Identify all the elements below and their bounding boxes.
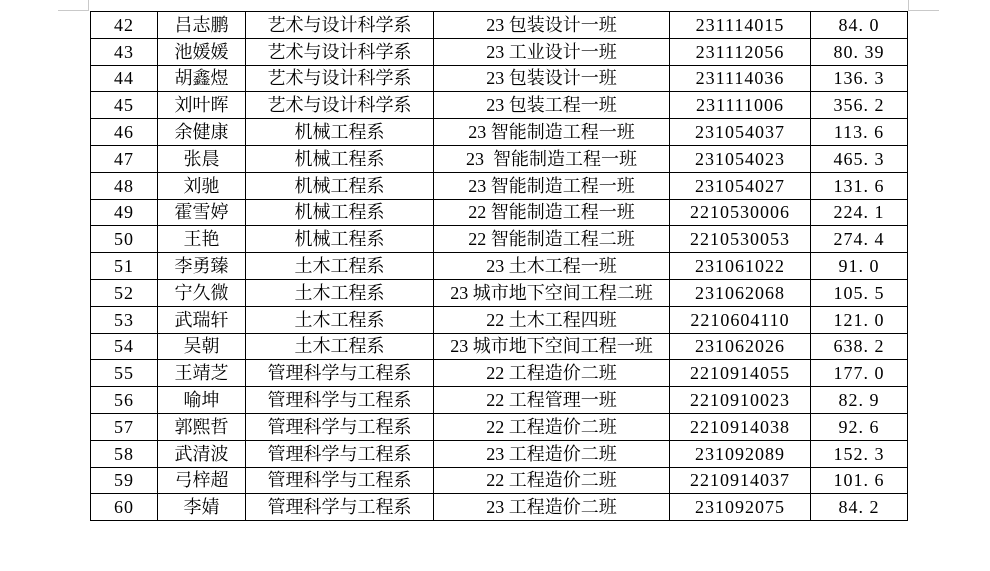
table-row (91, 38, 908, 65)
cell-score: 92. 6 (811, 413, 908, 440)
cell-department: 管理科学与工程系 (246, 467, 434, 494)
table-row (91, 279, 908, 306)
cell-class: 23 包装工程一班 (434, 92, 670, 119)
student-score-table (90, 11, 908, 521)
cell-department: 机械工程系 (246, 145, 434, 172)
cell-score: 101. 6 (811, 467, 908, 494)
table-row (91, 199, 908, 226)
cell-student-id: 231062068 (670, 279, 811, 306)
table-row (91, 494, 908, 521)
cell-class: 22 工程管理一班 (434, 387, 670, 414)
cell-student-id: 231111006 (670, 92, 811, 119)
cell-score: 82. 9 (811, 387, 908, 414)
cell-score: 224. 1 (811, 199, 908, 226)
table-body (91, 12, 908, 521)
cell-student-name: 池媛媛 (158, 38, 246, 65)
cell-student-id: 2210530053 (670, 226, 811, 253)
cell-student-name: 武瑞轩 (158, 306, 246, 333)
cell-class: 23 城市地下空间工程一班 (434, 333, 670, 360)
cell-row-number: 47 (91, 145, 158, 172)
cell-student-name: 喻坤 (158, 387, 246, 414)
table-row (91, 92, 908, 119)
cell-department: 机械工程系 (246, 226, 434, 253)
cell-class: 23 土木工程一班 (434, 253, 670, 280)
cell-row-number: 56 (91, 387, 158, 414)
table-row (91, 145, 908, 172)
cell-student-name: 武清波 (158, 440, 246, 467)
cell-student-id: 231054027 (670, 172, 811, 199)
cell-row-number: 55 (91, 360, 158, 387)
cell-department: 机械工程系 (246, 172, 434, 199)
cell-department: 机械工程系 (246, 119, 434, 146)
cell-score: 113. 6 (811, 119, 908, 146)
cell-department: 土木工程系 (246, 306, 434, 333)
cell-class: 23 工业设计一班 (434, 38, 670, 65)
cell-student-id: 231054037 (670, 119, 811, 146)
cell-score: 152. 3 (811, 440, 908, 467)
cell-student-id: 231112056 (670, 38, 811, 65)
cell-row-number: 58 (91, 440, 158, 467)
cell-row-number: 51 (91, 253, 158, 280)
cell-department: 艺术与设计科学系 (246, 65, 434, 92)
table-row (91, 306, 908, 333)
table-row (91, 440, 908, 467)
cell-student-name: 吕志鹏 (158, 12, 246, 39)
table-row (91, 119, 908, 146)
text-boundary-mark-top-left-horizontal (58, 10, 89, 11)
cell-score: 131. 6 (811, 172, 908, 199)
cell-department: 艺术与设计科学系 (246, 38, 434, 65)
table-row (91, 333, 908, 360)
cell-department: 土木工程系 (246, 253, 434, 280)
table-row (91, 172, 908, 199)
cell-class: 23 包装设计一班 (434, 12, 670, 39)
table-row (91, 12, 908, 39)
cell-class: 23 智能制造工程一班 (434, 119, 670, 146)
cell-student-id: 231054023 (670, 145, 811, 172)
table-row (91, 387, 908, 414)
cell-student-name: 胡鑫煜 (158, 65, 246, 92)
cell-score: 465. 3 (811, 145, 908, 172)
cell-student-name: 余健康 (158, 119, 246, 146)
cell-department: 土木工程系 (246, 333, 434, 360)
cell-score: 105. 5 (811, 279, 908, 306)
cell-row-number: 52 (91, 279, 158, 306)
cell-student-name: 李勇臻 (158, 253, 246, 280)
cell-student-name: 王靖芝 (158, 360, 246, 387)
text-boundary-mark-top-right-horizontal (908, 10, 939, 11)
cell-row-number: 54 (91, 333, 158, 360)
cell-class: 23 城市地下空间工程二班 (434, 279, 670, 306)
cell-score: 136. 3 (811, 65, 908, 92)
cell-student-id: 2210914037 (670, 467, 811, 494)
cell-score: 84. 0 (811, 12, 908, 39)
cell-row-number: 59 (91, 467, 158, 494)
cell-class: 22 工程造价二班 (434, 467, 670, 494)
cell-row-number: 57 (91, 413, 158, 440)
cell-student-id: 2210914055 (670, 360, 811, 387)
table-row (91, 226, 908, 253)
cell-student-name: 霍雪婷 (158, 199, 246, 226)
cell-class: 22 工程造价二班 (434, 413, 670, 440)
cell-department: 管理科学与工程系 (246, 360, 434, 387)
cell-class: 23 智能制造工程一班 (434, 172, 670, 199)
cell-student-name: 刘叶晖 (158, 92, 246, 119)
cell-score: 91. 0 (811, 253, 908, 280)
cell-student-id: 231114036 (670, 65, 811, 92)
cell-student-name: 张晨 (158, 145, 246, 172)
cell-score: 638. 2 (811, 333, 908, 360)
cell-department: 机械工程系 (246, 199, 434, 226)
cell-score: 356. 2 (811, 92, 908, 119)
cell-student-name: 郭熙哲 (158, 413, 246, 440)
cell-class: 23 工程造价二班 (434, 494, 670, 521)
cell-department: 艺术与设计科学系 (246, 92, 434, 119)
cell-score: 121. 0 (811, 306, 908, 333)
cell-student-id: 231114015 (670, 12, 811, 39)
cell-class: 23 包装设计一班 (434, 65, 670, 92)
cell-student-id: 231062026 (670, 333, 811, 360)
cell-row-number: 45 (91, 92, 158, 119)
table-row (91, 253, 908, 280)
cell-student-id: 231092075 (670, 494, 811, 521)
cell-student-name: 李婧 (158, 494, 246, 521)
cell-student-id: 231061022 (670, 253, 811, 280)
cell-student-id: 231092089 (670, 440, 811, 467)
cell-student-id: 2210914038 (670, 413, 811, 440)
cell-department: 管理科学与工程系 (246, 440, 434, 467)
cell-row-number: 46 (91, 119, 158, 146)
cell-row-number: 44 (91, 65, 158, 92)
cell-student-id: 2210530006 (670, 199, 811, 226)
text-boundary-mark-top-left-vertical (88, 0, 89, 10)
cell-student-name: 王艳 (158, 226, 246, 253)
cell-class: 22 智能制造工程一班 (434, 199, 670, 226)
cell-row-number: 60 (91, 494, 158, 521)
cell-department: 管理科学与工程系 (246, 494, 434, 521)
cell-student-id: 2210604110 (670, 306, 811, 333)
cell-student-name: 吴朝 (158, 333, 246, 360)
cell-student-name: 宁久微 (158, 279, 246, 306)
cell-student-id: 2210910023 (670, 387, 811, 414)
cell-class: 23 工程造价二班 (434, 440, 670, 467)
cell-department: 管理科学与工程系 (246, 387, 434, 414)
cell-row-number: 50 (91, 226, 158, 253)
cell-department: 管理科学与工程系 (246, 413, 434, 440)
table-row (91, 413, 908, 440)
cell-score: 84. 2 (811, 494, 908, 521)
cell-row-number: 49 (91, 199, 158, 226)
cell-row-number: 42 (91, 12, 158, 39)
table-row (91, 467, 908, 494)
cell-student-name: 刘驰 (158, 172, 246, 199)
cell-score: 177. 0 (811, 360, 908, 387)
cell-row-number: 53 (91, 306, 158, 333)
cell-row-number: 48 (91, 172, 158, 199)
cell-student-name: 弓梓超 (158, 467, 246, 494)
text-boundary-mark-top-right-vertical (908, 0, 909, 10)
table-row (91, 360, 908, 387)
cell-department: 艺术与设计科学系 (246, 12, 434, 39)
table-row (91, 65, 908, 92)
cell-department: 土木工程系 (246, 279, 434, 306)
cell-class: 22 工程造价二班 (434, 360, 670, 387)
cell-class: 23 智能制造工程一班 (434, 145, 670, 172)
cell-class: 22 土木工程四班 (434, 306, 670, 333)
cell-class: 22 智能制造工程二班 (434, 226, 670, 253)
cell-score: 274. 4 (811, 226, 908, 253)
cell-row-number: 43 (91, 38, 158, 65)
cell-score: 80. 39 (811, 38, 908, 65)
